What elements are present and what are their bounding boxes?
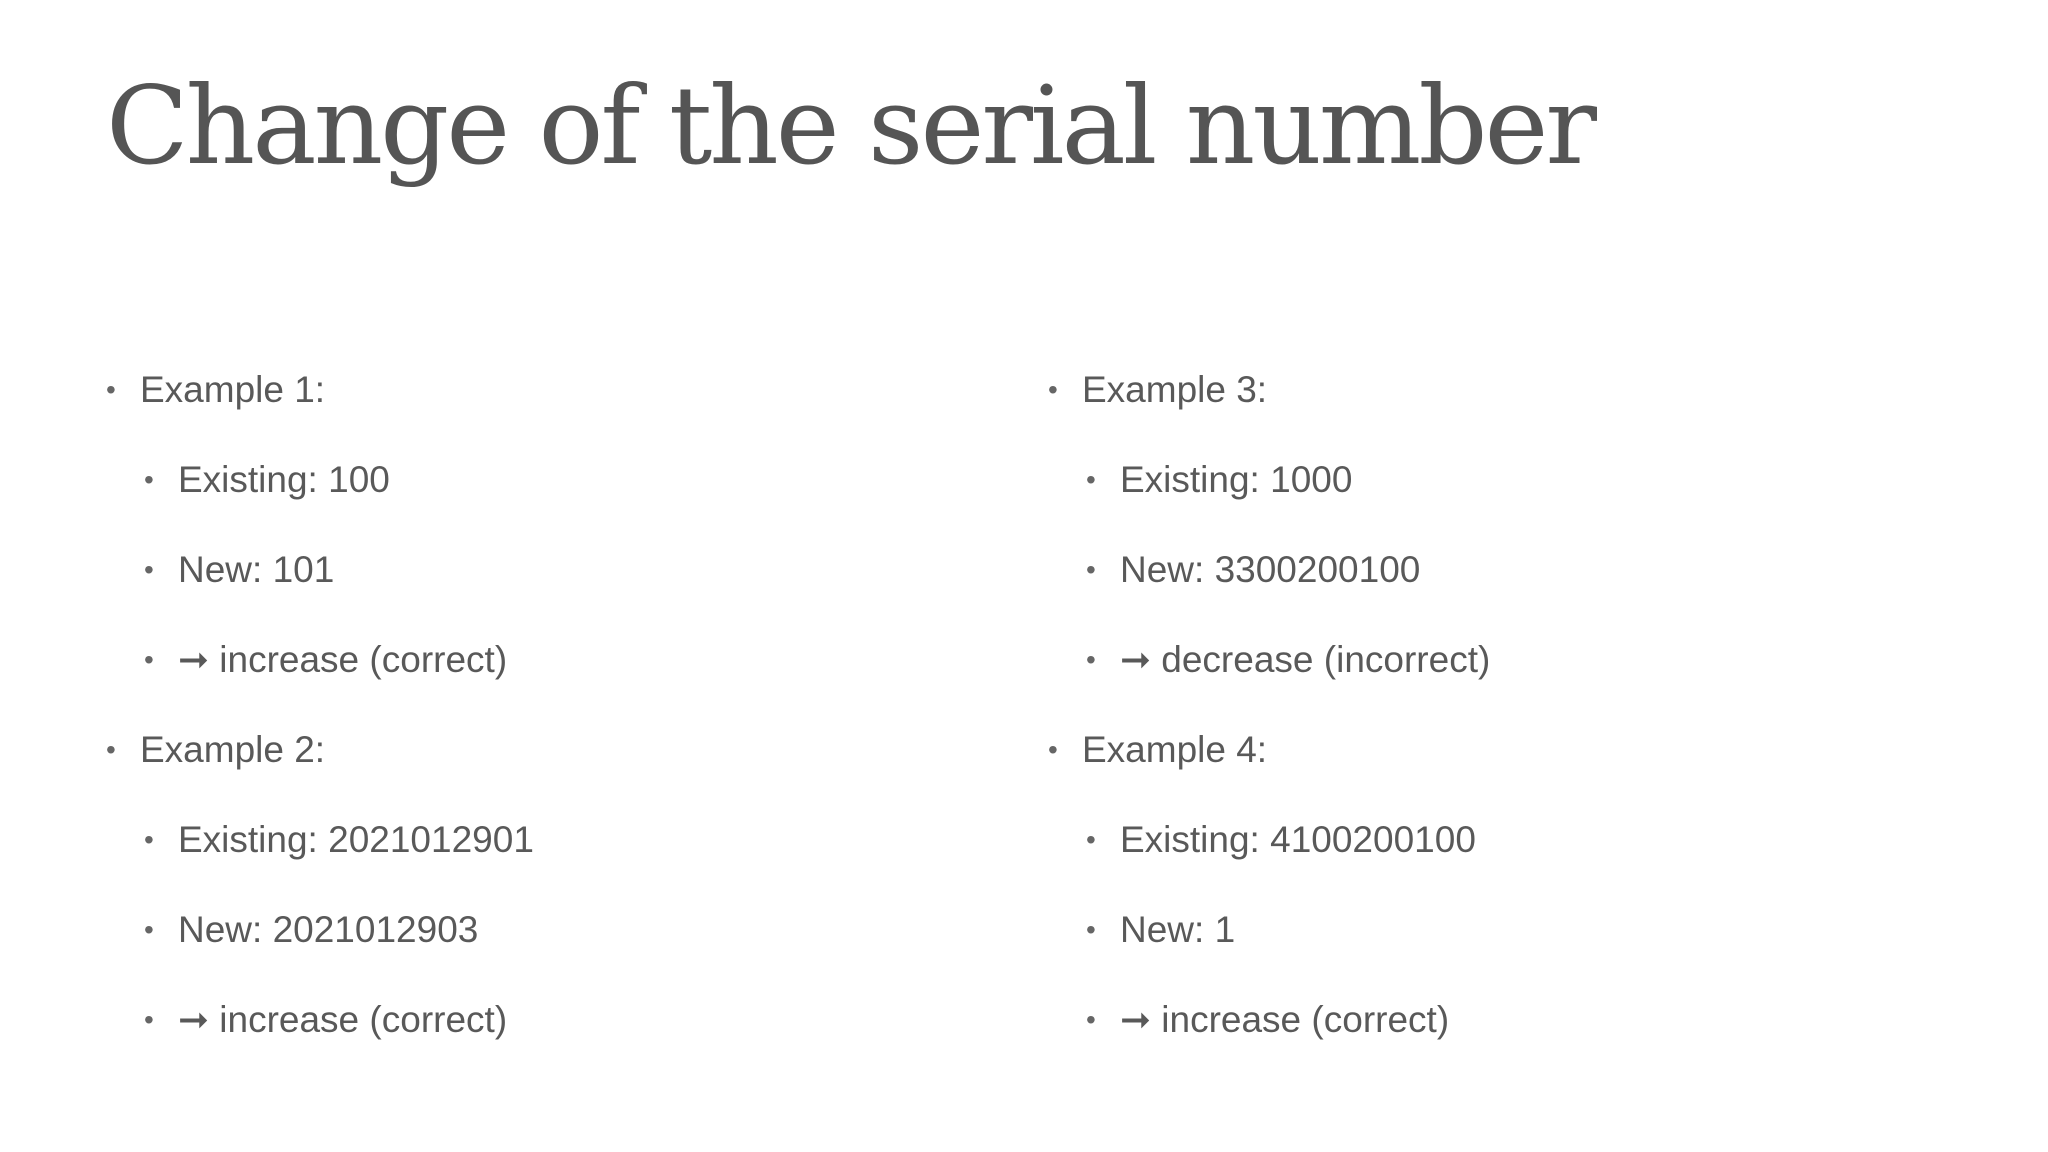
example-1-heading	[106, 360, 1006, 450]
list-item-text: ➞ increase (correct)	[178, 999, 508, 1040]
example-3-heading	[1048, 360, 1948, 450]
bullet-icon: •	[144, 464, 154, 495]
example-heading-text: Example 1:	[140, 369, 326, 410]
bullet-icon: •	[1086, 464, 1096, 495]
bullet-icon: •	[106, 734, 116, 765]
example-1-new	[106, 540, 1006, 630]
example-2-new	[106, 900, 1006, 990]
list-item-text: Existing: 100	[178, 459, 390, 500]
list-item-text: New: 3300200100	[1120, 549, 1421, 590]
bullet-icon: •	[144, 644, 154, 675]
bullet-icon: •	[144, 914, 154, 945]
example-heading-text: Example 4:	[1082, 729, 1268, 770]
bullet-icon: •	[144, 1004, 154, 1035]
bullet-icon: •	[1086, 644, 1096, 675]
list-item-text: Existing: 4100200100	[1120, 819, 1476, 860]
example-1-existing	[106, 450, 1006, 540]
example-heading-text: Example 3:	[1082, 369, 1268, 410]
list-item-text: ➞ increase (correct)	[1120, 999, 1450, 1040]
left-column	[106, 360, 1006, 1080]
bullet-icon: •	[1086, 1004, 1096, 1035]
bullet-icon: •	[1086, 554, 1096, 585]
bullet-icon: •	[144, 554, 154, 585]
slide-title: Change of the serial number	[106, 64, 1595, 189]
bullet-icon: •	[106, 374, 116, 405]
example-2-result	[106, 990, 1006, 1080]
list-item-text: ➞ decrease (incorrect)	[1120, 639, 1491, 680]
example-3-new	[1048, 540, 1948, 630]
example-2-existing	[106, 810, 1006, 900]
bullet-icon: •	[1048, 374, 1058, 405]
example-3-result	[1048, 630, 1948, 720]
example-4-existing	[1048, 810, 1948, 900]
example-4-heading	[1048, 720, 1948, 810]
bullet-icon: •	[144, 824, 154, 855]
example-4-new	[1048, 900, 1948, 990]
bullet-icon: •	[1048, 734, 1058, 765]
list-item-text: ➞ increase (correct)	[178, 639, 508, 680]
example-1-result	[106, 630, 1006, 720]
bullet-icon: •	[1086, 824, 1096, 855]
list-item-text: Existing: 2021012901	[178, 819, 534, 860]
example-heading-text: Example 2:	[140, 729, 326, 770]
list-item-text: New: 101	[178, 549, 335, 590]
right-column	[1048, 360, 1948, 1080]
list-item-text: New: 1	[1120, 909, 1236, 950]
example-4-result	[1048, 990, 1948, 1080]
list-item-text: New: 2021012903	[178, 909, 479, 950]
list-item-text: Existing: 1000	[1120, 459, 1353, 500]
bullet-icon: •	[1086, 914, 1096, 945]
example-3-existing	[1048, 450, 1948, 540]
example-2-heading	[106, 720, 1006, 810]
